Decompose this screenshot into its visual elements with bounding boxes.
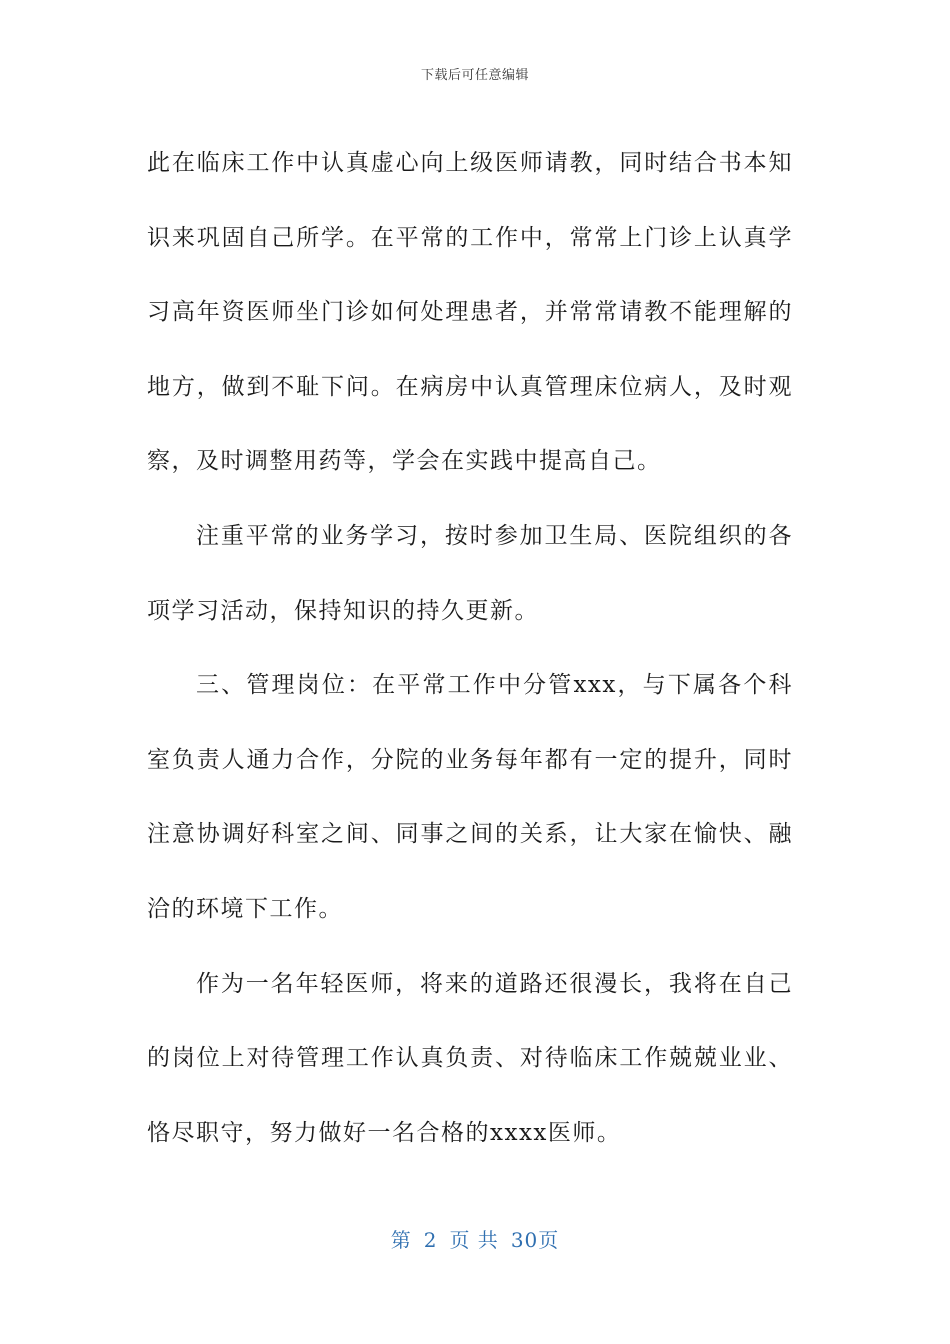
paragraph-4: 作为一名年轻医师，将来的道路还很漫长，我将在自己的岗位上对待管理工作认真负责、对待临床工作兢兢业业、恪尽职守，努力做好一名合格的xxxx医师。 — [147, 970, 793, 1146]
paragraph-1: 此在临床工作中认真虚心向上级医师请教，同时结合书本知识来巩固自己所学。在平常的工作中，常常上门诊上认真学习高年资医师坐门诊如何处理患者，并常常请教不能理解的地方，做到不耻下问。在病房中认真管理床位病人，及时观察，及时调整用药等，学会在实践中提高自己。 — [147, 150, 793, 475]
document-body — [147, 126, 793, 1170]
footer-suffix: 页 — [538, 1228, 560, 1252]
paragraph-3: 三、管理岗位：在平常工作中分管xxx，与下属各个科室负责人通力合作，分院的业务每年都有一定的提升，同时注意协调好科室之间、同事之间的关系，让大家在愉快、融洽的环境下工作。 — [147, 672, 793, 922]
footer-total-pages: 30 — [510, 1228, 539, 1252]
page-header: 下载后可任意编辑 — [420, 68, 529, 83]
footer-prefix: 第 — [390, 1228, 412, 1252]
footer-middle: 页 共 — [449, 1228, 499, 1252]
page-footer — [0, 1224, 950, 1253]
footer-page-number: 2 — [423, 1228, 438, 1252]
paragraph-2: 注重平常的业务学习，按时参加卫生局、医院组织的各项学习活动，保持知识的持久更新。 — [147, 522, 793, 624]
